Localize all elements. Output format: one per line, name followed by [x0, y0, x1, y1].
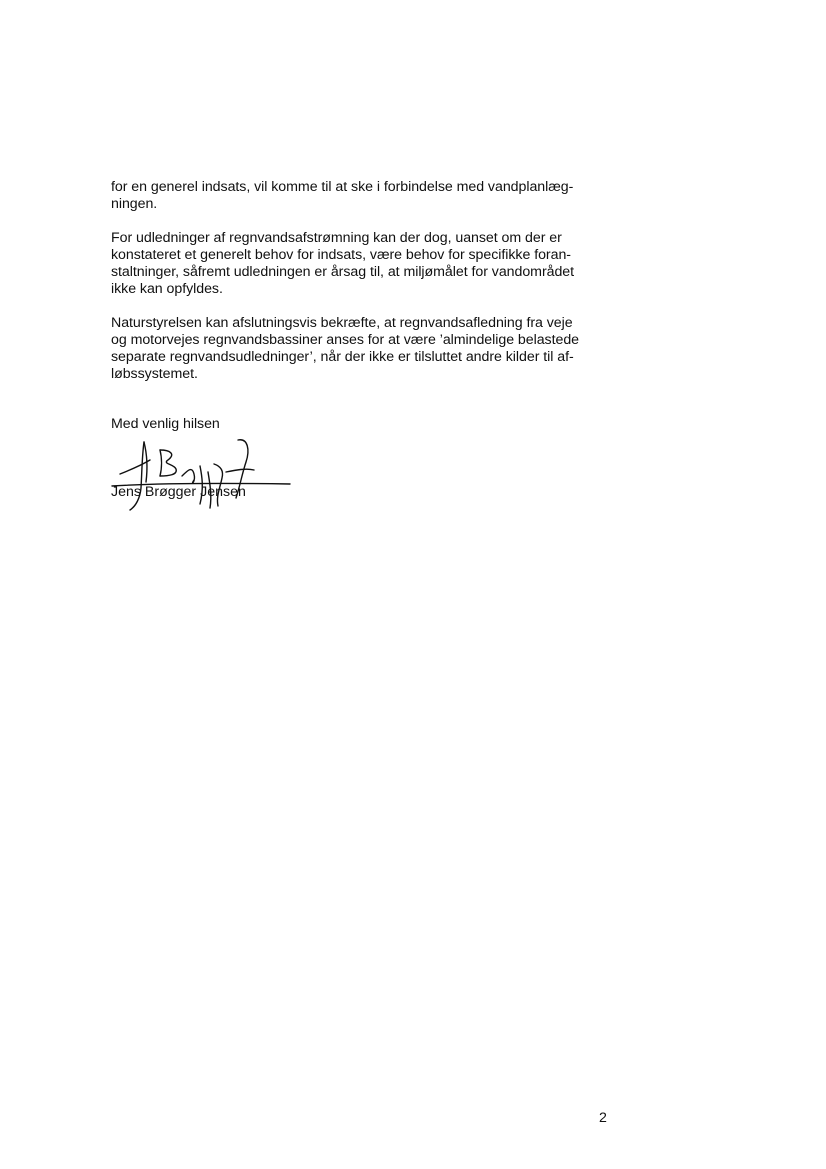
- paragraph-line: Naturstyrelsen kan afslutningsvis bekræfte, at regnvandsafledning fra veje: [111, 315, 573, 331]
- paragraph-line: separate regnvandsudledninger’, når der ikke er tilsluttet andre kilder til af-: [111, 349, 574, 365]
- paragraph-line: ikke kan opfyldes.: [111, 281, 223, 297]
- paragraph-line: For udledninger af regnvandsafstrømning kan der dog, uanset om der er: [111, 230, 562, 246]
- paragraph-line: konstateret et generelt behov for indsats, være behov for specifikke foran-: [111, 247, 571, 263]
- paragraph-1: [111, 179, 611, 213]
- paragraph-line: ningen.: [111, 196, 158, 212]
- page-number: 2: [599, 1110, 607, 1126]
- paragraph-2: [111, 230, 611, 298]
- signer-name: Jens Brøgger Jensen: [111, 484, 246, 500]
- paragraph-line: løbssystemet.: [111, 366, 198, 382]
- signature-block: [100, 436, 300, 516]
- paragraph-line: staltninger, såfremt udledningen er årsag til, at miljømålet for vandområdet: [111, 264, 575, 280]
- paragraph-line: for en generel indsats, vil komme til at ske i forbindelse med vandplanlæg-: [111, 179, 574, 195]
- closing-salutation: Med venlig hilsen: [111, 416, 220, 432]
- paragraph-line: og motorvejes regnvandsbassiner anses for at være ’almindelige belastede: [111, 332, 580, 348]
- handwritten-signature-icon: [100, 436, 300, 516]
- paragraph-3: [111, 315, 611, 383]
